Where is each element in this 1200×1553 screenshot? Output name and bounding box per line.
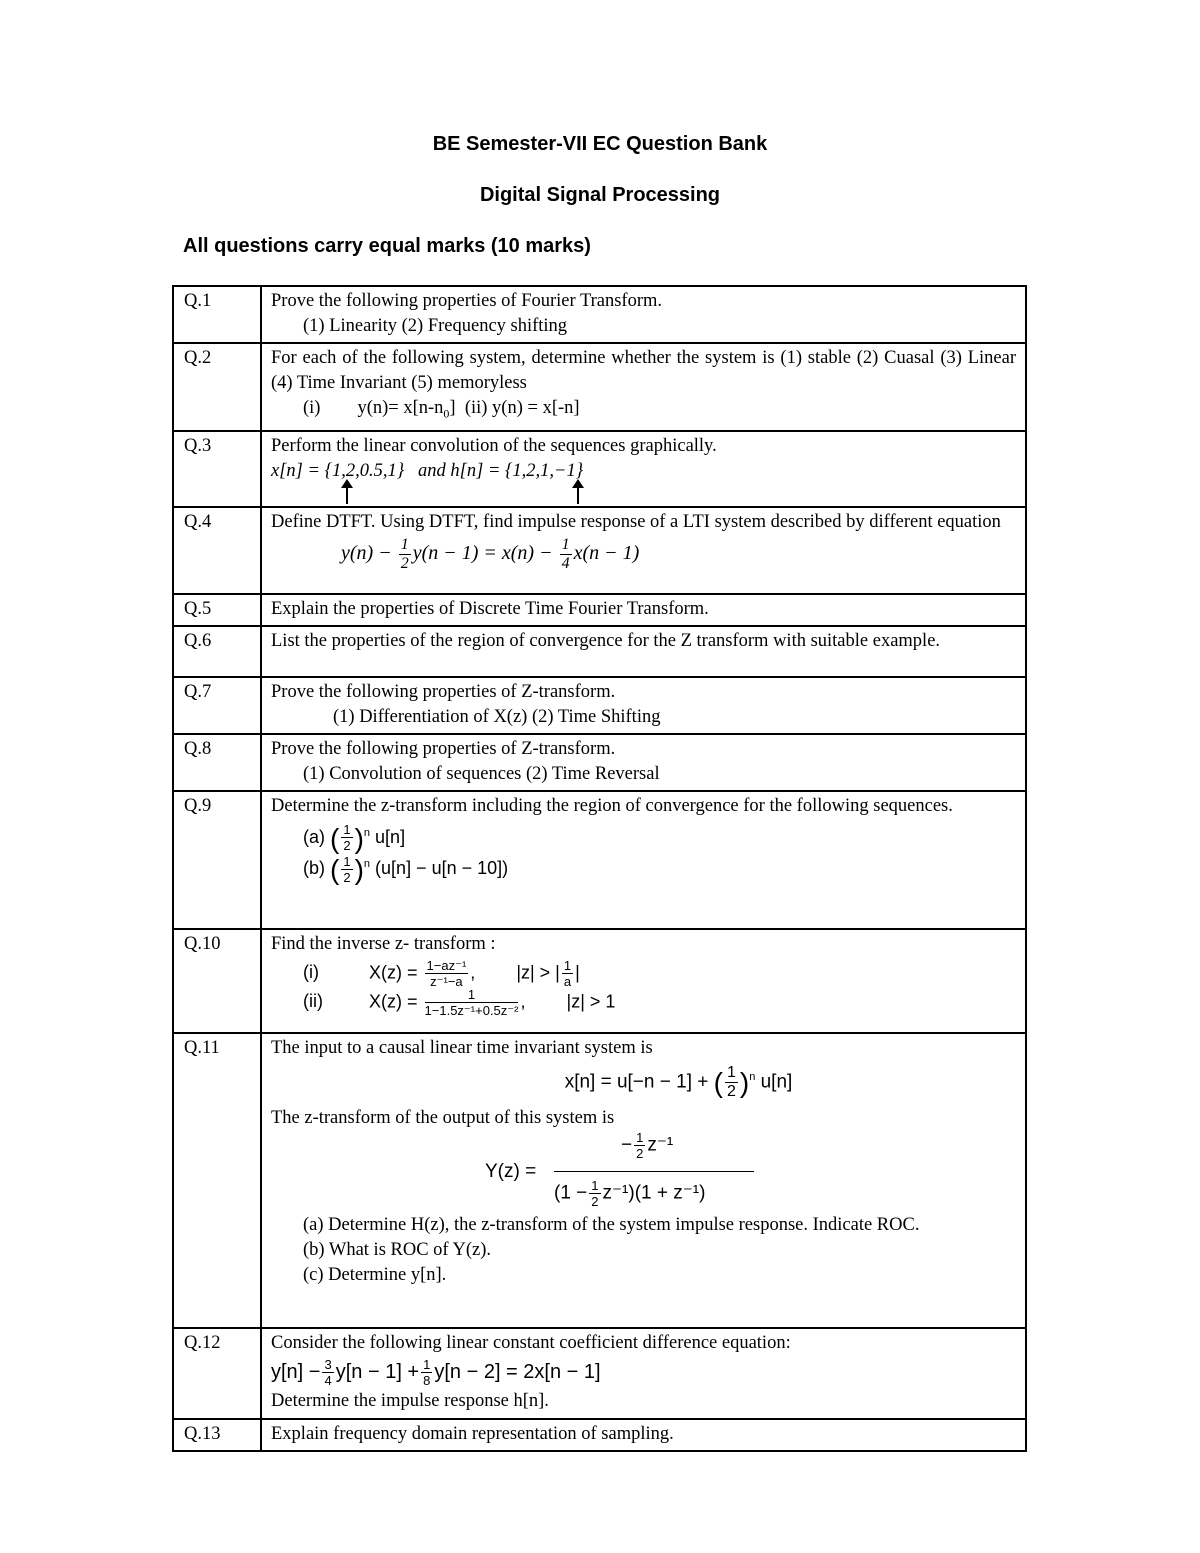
sequence-b [271, 852, 1016, 884]
eq-part: y(n) − [341, 541, 397, 564]
denominator: 1−1.5z⁻¹+0.5z⁻² [424, 1002, 519, 1018]
eq-part: z⁻¹ [647, 1134, 674, 1156]
question-number: Q.10 [173, 929, 261, 1033]
denominator: 2 [343, 870, 351, 886]
question-number: Q.3 [173, 431, 261, 507]
numerator: 1 [343, 822, 351, 838]
fraction [560, 537, 572, 572]
item-label: (a) [303, 826, 325, 847]
table-row [173, 734, 1026, 791]
table-row [173, 1328, 1026, 1419]
item-label: (i) [303, 961, 319, 982]
eq-part: y[n − 2] = 2x[n − 1] [434, 1360, 601, 1383]
item-label: (b) [303, 858, 325, 879]
denominator: 2 [400, 554, 409, 572]
table-row [173, 431, 1026, 507]
numerator: 1 [425, 988, 519, 1003]
fraction [725, 1065, 738, 1100]
fraction [562, 959, 573, 988]
question-text: List the properties of the region of convergence for the Z transform with suitable example. [261, 626, 1026, 677]
input-equation [271, 1061, 1016, 1106]
fraction [589, 1179, 600, 1208]
paren: ) [354, 822, 364, 854]
marks-note: All questions carry equal marks (10 marks) [183, 235, 591, 257]
eq-part: Y(z) = [485, 1160, 537, 1182]
paren: ( [330, 822, 340, 854]
table-row [173, 791, 1026, 929]
eq-part: z⁻¹)(1 + z⁻¹) [602, 1182, 706, 1204]
numerator: 1 [423, 1356, 431, 1372]
eq-part: , [470, 961, 476, 982]
question-line [271, 459, 1016, 484]
question-line: Prove the following properties of Z-transform. [271, 681, 616, 702]
table-row [173, 1033, 1026, 1328]
question-text [261, 1328, 1026, 1419]
paren: ( [713, 1066, 723, 1098]
transform-ii [271, 988, 1016, 1017]
table-row [173, 929, 1026, 1033]
eq-part: X(z) = [369, 990, 418, 1011]
paren: ) [354, 854, 364, 886]
denominator: 4 [561, 554, 570, 572]
transform-i [271, 957, 1016, 988]
question-fragment: ] (ii) y(n) = x[-n] [449, 398, 580, 418]
output-equation [271, 1131, 1016, 1213]
eq-part: u[n] [760, 1071, 793, 1093]
question-text [261, 343, 1026, 431]
fraction [341, 855, 352, 884]
exponent: n [363, 826, 371, 839]
numerator: 1 [343, 854, 351, 870]
question-text [261, 929, 1026, 1033]
table-row [173, 1419, 1026, 1451]
eq-part: (u[n] − u[n − 10]) [375, 858, 509, 879]
eq-part: y(n − 1) = x(n) − [412, 541, 558, 564]
subscript: 0 [443, 406, 450, 421]
eq-part: X(z) = [369, 961, 418, 982]
eq-part: u[n] [375, 826, 406, 847]
table-row [173, 677, 1026, 734]
question-text [261, 431, 1026, 507]
paren: ( [330, 854, 340, 886]
question-number: Q.9 [173, 791, 261, 929]
denominator: 2 [636, 1145, 644, 1161]
question-text [261, 791, 1026, 929]
question-line: Perform the linear convolution of the sequences graphically. [271, 435, 717, 456]
denominator: 2 [591, 1193, 599, 1209]
question-number: Q.11 [173, 1033, 261, 1328]
question-line: For each of the following system, determine whether the system is (1) stable (2) Cuasal (3) Linear (4) Time Invariant (5) memoryless [271, 348, 1016, 393]
question-number: Q.2 [173, 343, 261, 431]
question-line: Prove the following properties of Z-transform. [271, 738, 616, 759]
question-number: Q.7 [173, 677, 261, 734]
question-line: Find the inverse z- transform : [271, 933, 496, 954]
origin-arrow-icon [577, 486, 579, 504]
fraction [425, 959, 469, 988]
eq-part: |z| > 1 [566, 990, 616, 1011]
output-numerator [621, 1131, 673, 1160]
question-number: Q.5 [173, 594, 261, 626]
question-line: (a) Determine H(z), the z-transform of the system impulse response. Indicate ROC. [303, 1214, 920, 1235]
paren: ) [739, 1066, 750, 1098]
question-number: Q.6 [173, 626, 261, 677]
question-line: The z-transform of the output of this system is [271, 1107, 615, 1128]
sequence-a [271, 819, 1016, 853]
fraction [322, 1358, 333, 1387]
origin-arrow-icon [346, 486, 348, 504]
question-line: (1) Convolution of sequences (2) Time Reversal [303, 763, 660, 784]
question-number: Q.12 [173, 1328, 261, 1419]
eq-part: x(n − 1) [573, 541, 640, 564]
numerator: 1 [636, 1129, 644, 1145]
question-number: Q.13 [173, 1419, 261, 1451]
fraction [421, 1358, 432, 1387]
fraction [634, 1131, 645, 1160]
eq-part: y[n − 1] + [335, 1360, 420, 1383]
output-denominator [554, 1179, 705, 1208]
question-text: Explain frequency domain representation of sampling. [261, 1419, 1026, 1451]
item-label: (ii) [303, 990, 323, 1011]
sequence-h: and h[n] = {1,2,1,−1} [418, 460, 584, 481]
table-row [173, 626, 1026, 677]
difference-equation [271, 535, 1016, 572]
fraction [399, 537, 411, 572]
numerator: 1−az⁻¹ [426, 957, 467, 973]
question-text [261, 734, 1026, 791]
question-text [261, 677, 1026, 734]
eq-part: x[n] = u[−n − 1] + [564, 1071, 709, 1093]
document-title: BE Semester-VII EC Question Bank [432, 133, 768, 155]
question-text [261, 507, 1026, 594]
question-number: Q.1 [173, 286, 261, 343]
eq-part: | [575, 961, 580, 982]
question-number: Q.4 [173, 507, 261, 594]
exponent: n [749, 1070, 756, 1083]
denominator: 8 [423, 1372, 431, 1388]
denominator: 2 [726, 1082, 736, 1100]
question-line: Determine the z-transform including the region of convergence for the following sequences. [271, 795, 953, 816]
eq-part: , [520, 990, 526, 1011]
subject-title: Digital Signal Processing [479, 184, 721, 206]
question-line: Determine the impulse response h[n]. [271, 1390, 549, 1411]
question-line: (1) Linearity (2) Frequency shifting [303, 316, 568, 336]
question-line [271, 396, 1016, 427]
table-row [173, 343, 1026, 431]
numerator: 1 [563, 957, 572, 973]
numerator: 1 [726, 1063, 736, 1081]
denominator: 2 [343, 838, 351, 854]
difference-equation [271, 1356, 1016, 1389]
question-number: Q.8 [173, 734, 261, 791]
question-line: The input to a causal linear time invariant system is [271, 1037, 653, 1058]
question-line: Define DTFT. Using DTFT, find impulse response of a LTI system described by different equation [271, 511, 1001, 532]
eq-part: (1 − [554, 1182, 588, 1204]
denominator: a [563, 973, 572, 989]
question-text [261, 1033, 1026, 1328]
question-line: Prove the following properties of Fourier Transform. [271, 291, 663, 311]
numerator: 1 [400, 535, 409, 553]
question-fragment: (i) y(n)= x[n-n [303, 398, 444, 418]
denominator: z⁻¹−a [430, 973, 463, 989]
fraction [341, 823, 352, 852]
fraction [425, 988, 519, 1017]
table-row [173, 507, 1026, 594]
numerator: 1 [561, 535, 570, 553]
numerator: 1 [591, 1177, 599, 1193]
question-line: (b) What is ROC of Y(z). [303, 1239, 492, 1260]
question-text [261, 286, 1026, 343]
eq-part: − [621, 1134, 633, 1156]
fraction-bar [554, 1171, 754, 1172]
question-text: Explain the properties of Discrete Time Fourier Transform. [261, 594, 1026, 626]
table-row [173, 286, 1026, 343]
question-line: Consider the following linear constant coefficient difference equation: [271, 1332, 791, 1353]
question-line: (1) Differentiation of X(z) (2) Time Shifting [333, 706, 661, 727]
eq-part: |z| > | [516, 961, 560, 982]
exponent: n [363, 858, 371, 871]
sequence-x: x[n] = {1,2,0.5,1} [271, 460, 405, 481]
denominator: 4 [324, 1372, 332, 1388]
question-table [172, 285, 1027, 1452]
question-line: (c) Determine y[n]. [303, 1264, 447, 1285]
table-row [173, 594, 1026, 626]
numerator: 3 [324, 1356, 332, 1372]
eq-part: y[n] − [271, 1360, 321, 1383]
